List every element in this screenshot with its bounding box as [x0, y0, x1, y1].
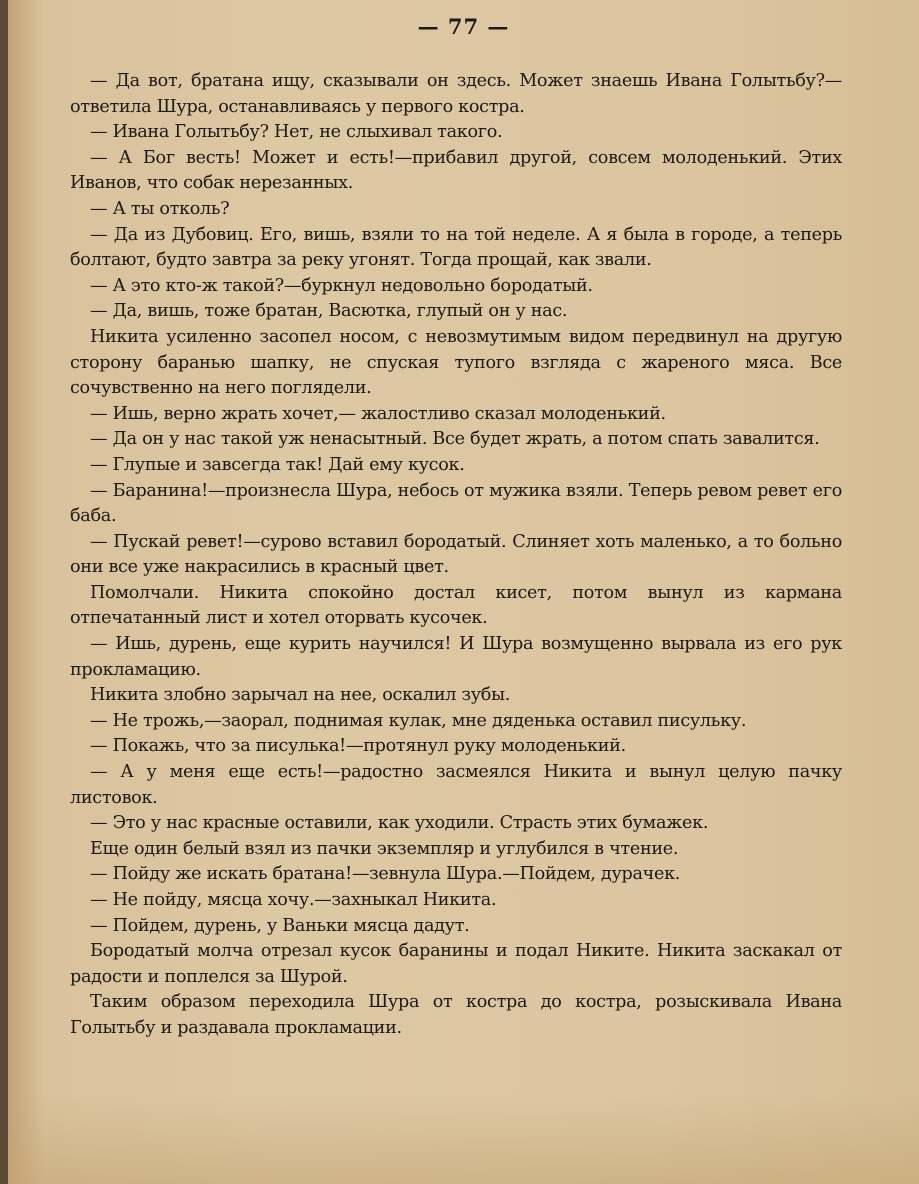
paragraph-17: — Не трожь,—заорал, поднимая кулак, мне дяденька оставил писульку. — [90, 710, 747, 731]
page-text — [70, 69, 842, 1042]
paragraph-14: Помолчали. Никита спокойно достал кисет, потом вынул из кармана отпечатанный лист и хотел оторвать кусочек. — [70, 582, 842, 629]
paragraph-24: — Пойдем, дурень, у Ваньки мясца дадут. — [90, 915, 470, 936]
paragraph-4: — А ты отколь? — [90, 198, 230, 219]
paragraph-25: Бородатый молча отрезал кусок баранины и подал Никите. Никита заскакал от радости и поплелся за Шурой. — [70, 941, 842, 987]
page-number: — 77 — — [417, 14, 510, 39]
paragraph-1: — Да вот, братана ищу, сказывали он здесь. Может знаешь Ивана Голытьбу?—ответила Шура, останавливаясь у первого костра. — [70, 71, 842, 117]
paragraph-9: — Ишь, верно жрать хочет,— жалостливо сказал молоденький. — [90, 403, 666, 424]
paragraph-15: — Ишь, дурень, еще курить научился! И Шура возмущенно вырвала из его рук прокламацию. — [70, 634, 842, 680]
paragraph-11: — Глупые и завсегда так! Дай ему кусок. — [90, 454, 465, 475]
paragraph-21: Еще один белый взял из пачки экземпляр и углубился в чтение. — [90, 838, 679, 859]
paragraph-12: — Баранина!—произнесла Шура, небось от мужика взяли. Теперь ревом ревет его баба. — [70, 480, 842, 527]
paragraph-10: — Да он у нас такой уж ненасытный. Все будет жрать, а потом спать завалится. — [90, 429, 820, 450]
paragraph-13: — Пускай ревет!—сурово вставил бородатый. Слиняет хоть маленько, а то больно они все уже накрасились в красный цвет. — [70, 531, 842, 578]
paragraph-16: Никита злобно зарычал на нее, оскалил зубы. — [90, 685, 511, 706]
paragraph-18: — Покажь, что за писулька!—протянул руку молоденький. — [90, 736, 626, 757]
paragraph-5: — Да из Дубовиц. Его, вишь, взяли то на той неделе. А я была в городе, а теперь болтают, будто завтра за реку угонят. Тогда прощай, как звали. — [70, 224, 842, 271]
paragraph-6: — А это кто-ж такой?—буркнул недовольно бородатый. — [90, 275, 593, 296]
paragraph-7: — Да, вишь, тоже братан, Васютка, глупый он у нас. — [90, 301, 568, 322]
paragraph-22: — Пойду же искать братана!—зевнула Шура.—Пойдем, дурачек. — [90, 864, 681, 885]
paragraph-8: Никита усиленно засопел носом, с невозмутимым видом передвинул на другую сторону баранью шапку, не спуская тупого взгляда с жареного мяса. Все сочувственно на него поглядели. — [70, 326, 842, 399]
paragraph-23: — Не пойду, мясца хочу.—захныкал Никита. — [90, 890, 497, 910]
paragraph-2: — Ивана Голытьбу? Нет, не слыхивал такого. — [90, 122, 503, 143]
book-page — [8, 0, 919, 1184]
paragraph-19: — А у меня еще есть!—радостно засмеялся Никита и вынул целую пачку листовок. — [70, 762, 842, 808]
paragraph-3: — А Бог весть! Может и есть!—прибавил другой, совсем молоденький. Этих Иванов, что собак нерезанных. — [70, 147, 842, 194]
paragraph-26: Таким образом переходила Шура от костра до костра, розыскивала Ивана Голытьбу и раздавала прокламации. — [70, 992, 842, 1038]
paragraph-20: — Это у нас красные оставили, как уходили. Страсть этих бумажек. — [90, 813, 709, 834]
